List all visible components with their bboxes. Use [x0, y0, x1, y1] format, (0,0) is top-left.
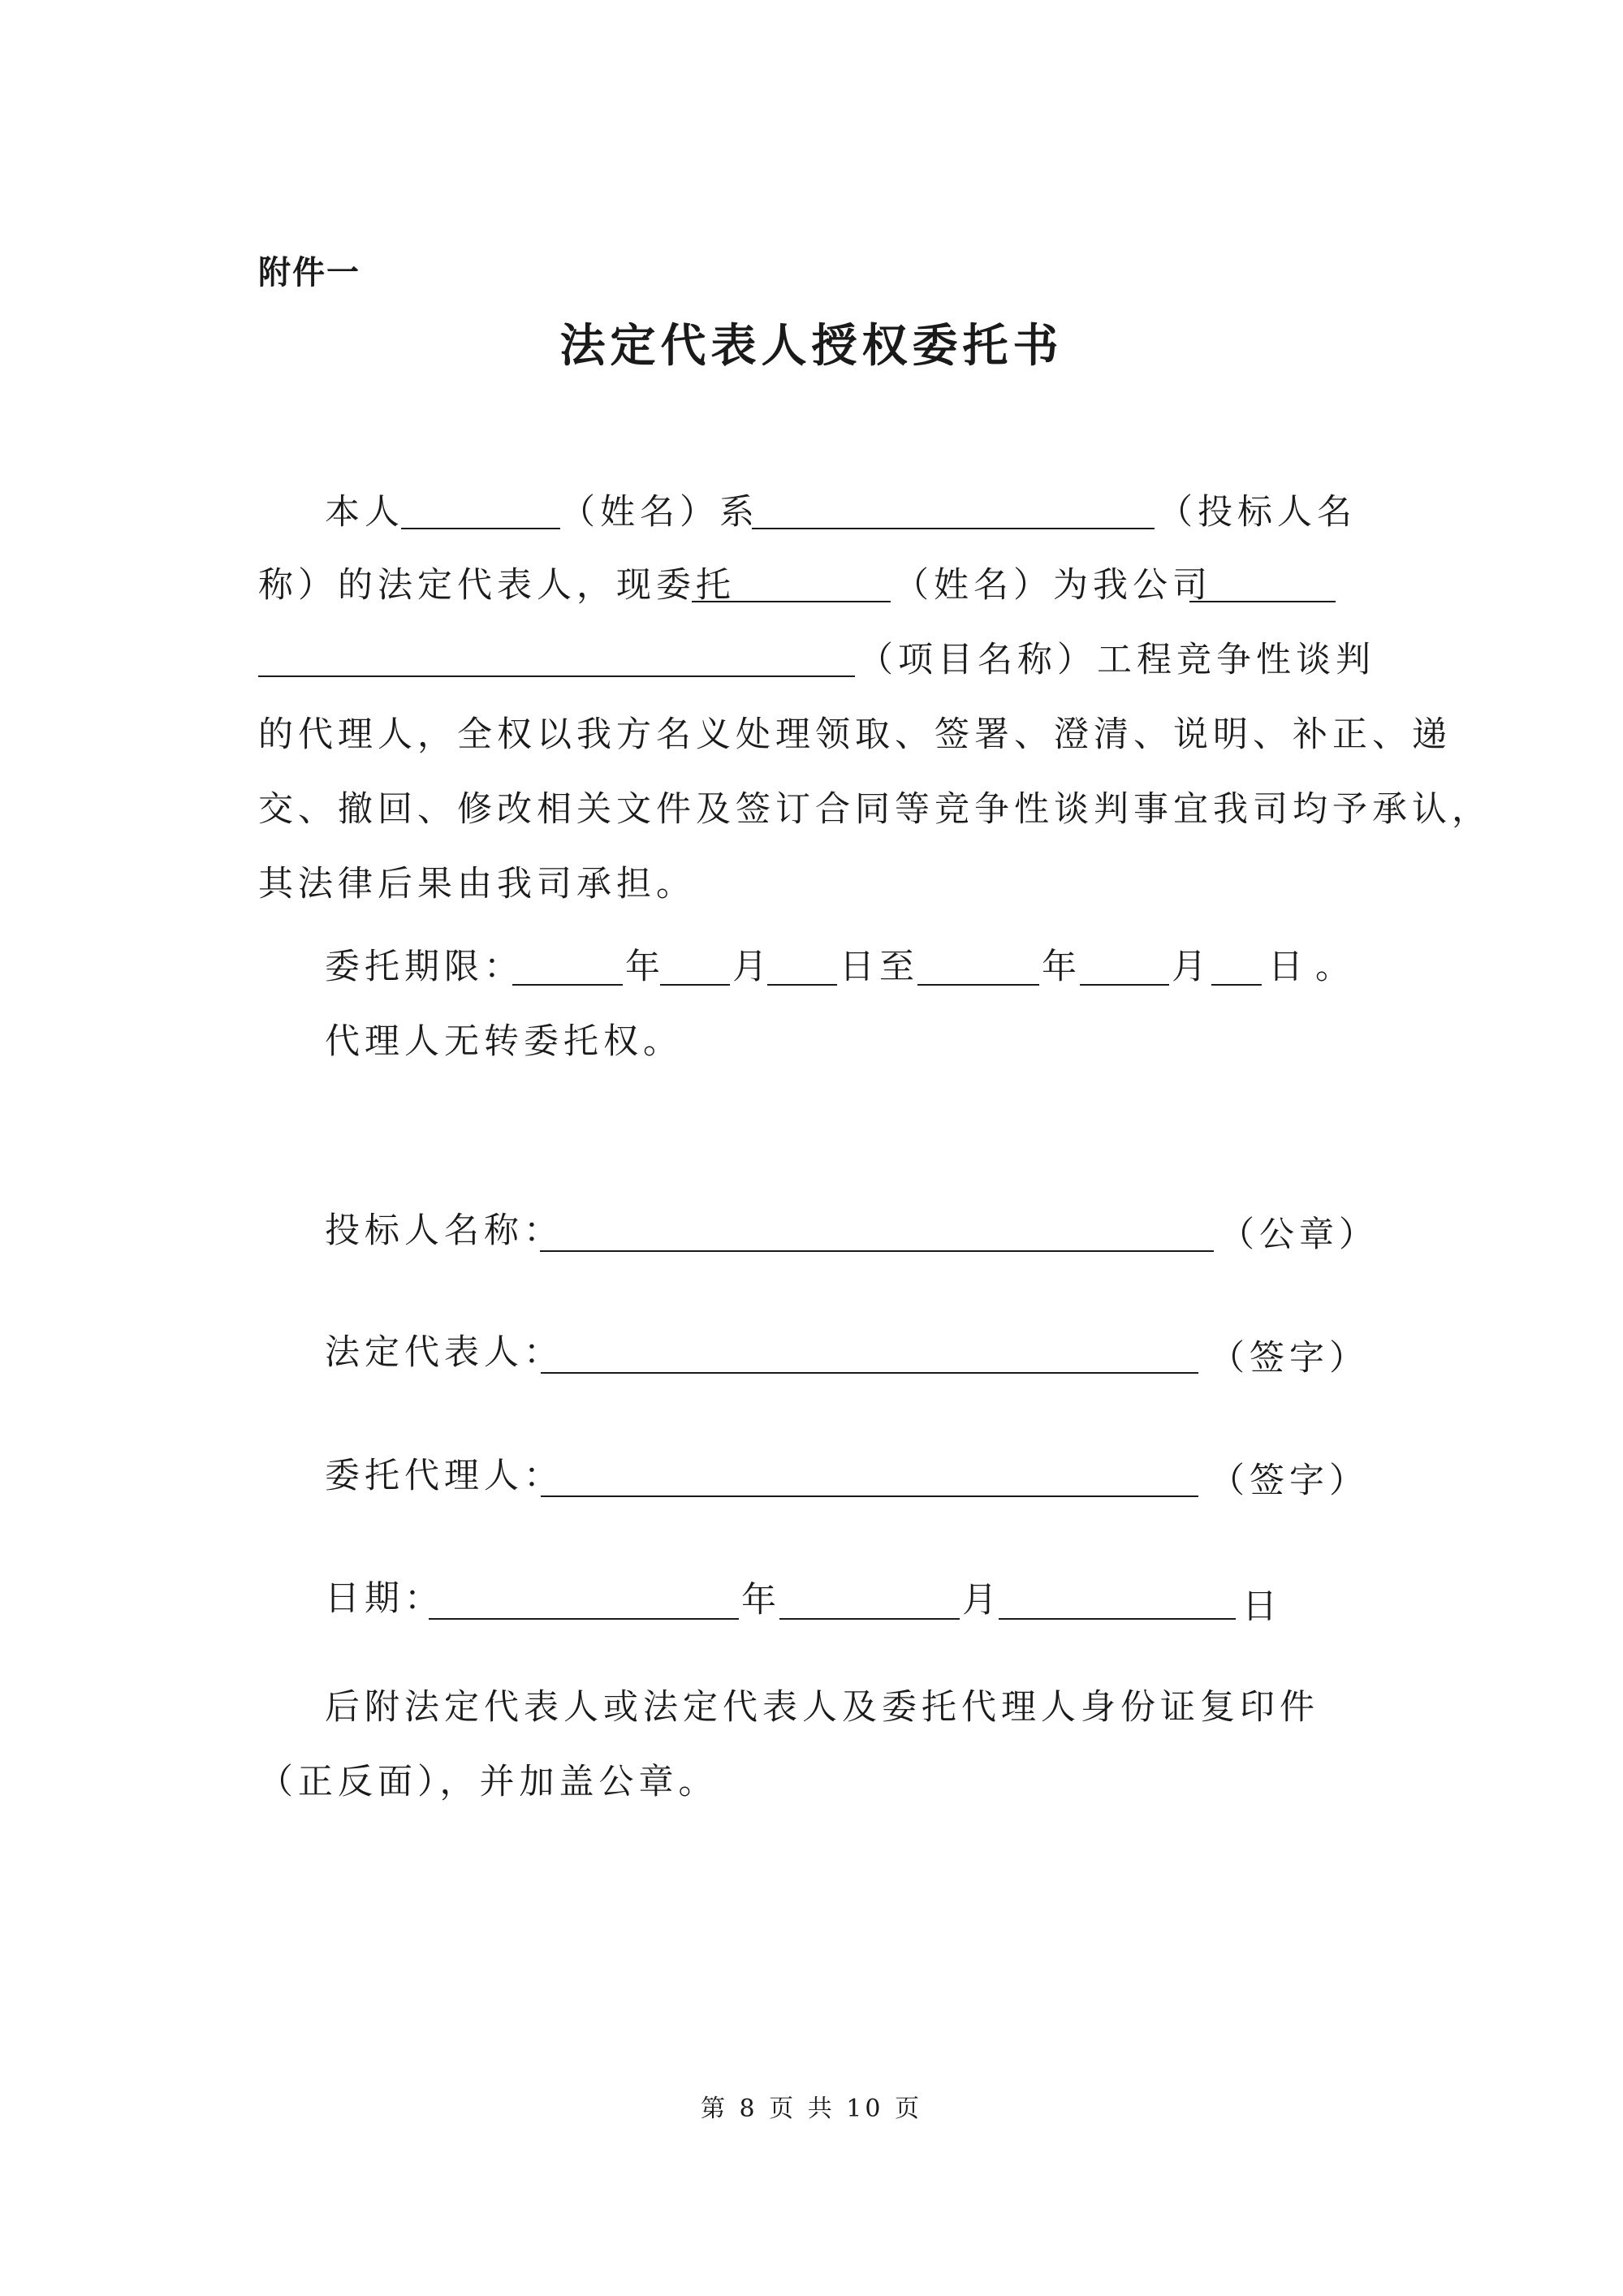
- blank-project-name-start[interactable]: [1189, 601, 1336, 602]
- blank-end-year[interactable]: [917, 984, 1039, 986]
- text-ben-ren: 本人: [325, 492, 404, 533]
- term-day-to: 日至: [840, 947, 919, 987]
- blank-bidder-name[interactable]: [752, 528, 1155, 529]
- agent-signature-note: （签字）: [1210, 1461, 1369, 1501]
- term-period: 。: [1315, 947, 1355, 987]
- blank-end-month[interactable]: [1080, 984, 1169, 986]
- closing-line: （正反面），并加盖公章。: [258, 1762, 719, 1802]
- blank-date-month[interactable]: [779, 1618, 960, 1620]
- page-number: 第 8 页 共 10 页: [701, 2095, 922, 2123]
- text-legal-rep-delegate: 称）的法定代表人，现委托: [258, 565, 736, 606]
- text-name-xi: （姓名）系: [560, 492, 759, 533]
- term-day-end: 日: [1268, 947, 1308, 987]
- blank-principal-name[interactable]: [401, 528, 560, 529]
- text-project-name: （项目名称）工程竞争性谈判: [858, 640, 1375, 680]
- bidder-name-line[interactable]: [540, 1250, 1214, 1252]
- bidder-name-label: 投标人名称：: [325, 1211, 563, 1251]
- blank-date-year[interactable]: [429, 1618, 739, 1620]
- body-line: 的代理人，全权以我方名义处理领取、签署、澄清、说明、补正、递: [258, 714, 1452, 755]
- date-day: 日: [1242, 1586, 1282, 1627]
- blank-start-day[interactable]: [767, 984, 837, 986]
- text-name-for-company: （姓名）为我公司: [894, 565, 1212, 606]
- blank-agent-name[interactable]: [692, 601, 891, 602]
- term-year-end: 年: [1042, 947, 1081, 987]
- no-transfer-statement: 代理人无转委托权。: [325, 1021, 683, 1062]
- body-line: 交、撤回、修改相关文件及签订合同等竞争性谈判事宜我司均予承认，: [258, 789, 1491, 830]
- legal-rep-label: 法定代表人：: [325, 1332, 563, 1373]
- agent-signature-line[interactable]: [541, 1495, 1198, 1497]
- term-year: 年: [625, 947, 665, 987]
- attachment-label: 附件一: [258, 253, 360, 291]
- date-year: 年: [741, 1580, 781, 1621]
- document-title: 法定代表人授权委托书: [559, 319, 1064, 373]
- blank-start-year[interactable]: [512, 984, 623, 986]
- agent-label: 委托代理人：: [325, 1456, 563, 1496]
- blank-end-day[interactable]: [1211, 984, 1262, 986]
- closing-line: 后附法定代表人或法定代表人及委托代理人身份证复印件: [325, 1687, 1319, 1728]
- date-month: 月: [962, 1580, 1002, 1621]
- legal-rep-signature-note: （签字）: [1210, 1338, 1369, 1379]
- text-bidder-name-start: （投标人名: [1158, 492, 1357, 533]
- company-seal-note: （公章）: [1219, 1215, 1379, 1255]
- date-label: 日期：: [325, 1578, 444, 1619]
- blank-start-month[interactable]: [660, 984, 730, 986]
- term-label: 委托期限：: [325, 947, 524, 987]
- blank-project-name[interactable]: [258, 675, 855, 677]
- term-month-end: 月: [1172, 947, 1211, 987]
- term-month: 月: [732, 947, 772, 987]
- legal-rep-signature-line[interactable]: [541, 1372, 1198, 1374]
- blank-date-day[interactable]: [999, 1618, 1236, 1620]
- body-line: 其法律后果由我司承担。: [258, 864, 696, 904]
